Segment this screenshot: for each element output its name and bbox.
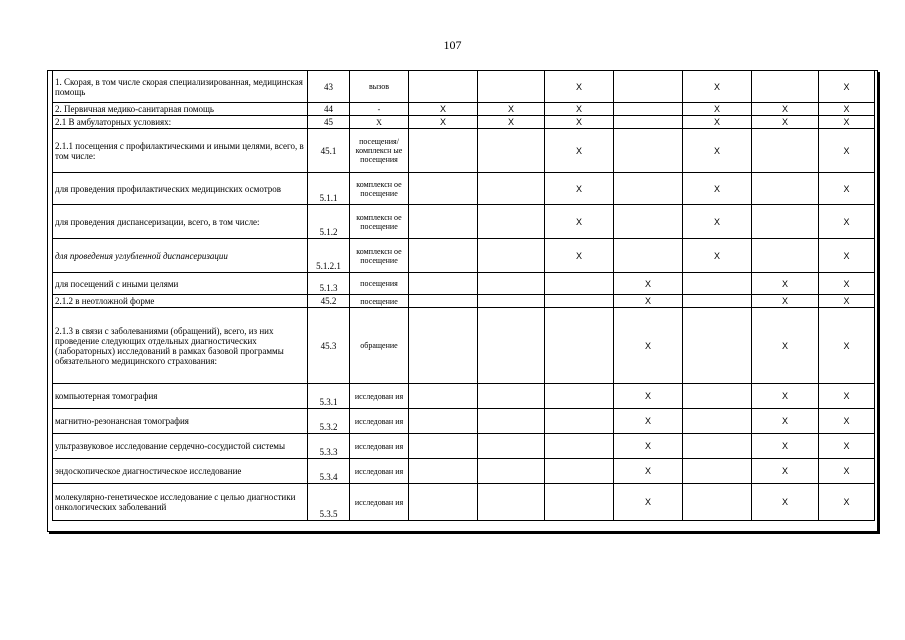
row-unit: вызов <box>350 71 409 103</box>
row-name: эндоскопическое диагностическое исследование <box>53 459 308 484</box>
value-cell: X <box>683 205 752 239</box>
value-cell <box>478 459 545 484</box>
row-name: 2.1.2 в неотложной форме <box>53 295 308 308</box>
value-cell: X <box>819 273 875 295</box>
value-cell: X <box>409 103 478 116</box>
row-number: 43 <box>308 71 350 103</box>
row-number: 45.1 <box>308 129 350 173</box>
row-name: для проведения диспансеризации, всего, в том числе: <box>53 205 308 239</box>
row-number: 5.3.1 <box>308 384 350 409</box>
value-cell <box>683 384 752 409</box>
row-unit: посещения <box>350 273 409 295</box>
row-number: 5.1.1 <box>308 173 350 205</box>
value-cell <box>409 459 478 484</box>
value-cell <box>752 239 819 273</box>
value-cell: X <box>752 308 819 384</box>
value-cell: X <box>683 116 752 129</box>
value-cell: X <box>409 116 478 129</box>
table-row <box>53 239 875 273</box>
value-cell <box>409 409 478 434</box>
row-unit: комплексн ое посещение <box>350 205 409 239</box>
row-number: 45.2 <box>308 295 350 308</box>
row-number: 44 <box>308 103 350 116</box>
value-cell <box>409 71 478 103</box>
value-cell: X <box>819 308 875 384</box>
value-cell: X <box>614 384 683 409</box>
row-number: 5.1.2.1 <box>308 239 350 273</box>
row-name: 2. Первичная медико-санитарная помощь <box>53 103 308 116</box>
value-cell: X <box>752 459 819 484</box>
value-cell: X <box>545 103 614 116</box>
value-cell <box>409 239 478 273</box>
value-cell: X <box>819 409 875 434</box>
row-name: магнитно-резонансная томография <box>53 409 308 434</box>
value-cell <box>683 295 752 308</box>
value-cell <box>409 205 478 239</box>
table-row <box>53 459 875 484</box>
page-number: 107 <box>443 38 462 52</box>
row-unit: исследован ия <box>350 434 409 459</box>
row-name: 1. Скорая, в том числе скорая специализированная, медицинская помощь <box>53 71 308 103</box>
value-cell: X <box>478 116 545 129</box>
value-cell <box>683 434 752 459</box>
value-cell <box>478 308 545 384</box>
table-body <box>53 71 875 521</box>
value-cell: X <box>614 484 683 521</box>
row-number: 5.3.4 <box>308 459 350 484</box>
value-cell <box>478 71 545 103</box>
value-cell: X <box>614 308 683 384</box>
value-cell <box>683 409 752 434</box>
value-cell <box>614 103 683 116</box>
row-name: для проведения углубленной диспансеризации <box>53 239 308 273</box>
row-unit: X <box>350 116 409 129</box>
value-cell: X <box>545 173 614 205</box>
value-cell <box>478 434 545 459</box>
value-cell <box>409 484 478 521</box>
row-unit: посещение <box>350 295 409 308</box>
value-cell: X <box>545 129 614 173</box>
value-cell <box>752 71 819 103</box>
value-cell <box>545 434 614 459</box>
value-cell <box>683 459 752 484</box>
value-cell: X <box>819 103 875 116</box>
value-cell: X <box>819 205 875 239</box>
value-cell: X <box>819 71 875 103</box>
value-cell: X <box>819 484 875 521</box>
value-cell: X <box>752 484 819 521</box>
value-cell: X <box>752 273 819 295</box>
row-name: 2.1.3 в связи с заболеваниями (обращений), всего, из них проведение следующих отдельных диагностических (лабораторных) исследований в рамках базовой программы обязательного медицинского страхования: <box>53 308 308 384</box>
row-name: 2.1 В амбулаторных условиях: <box>53 116 308 129</box>
row-name: молекулярно-генетическое исследование с целью диагностики онкологических заболеваний <box>53 484 308 521</box>
row-unit: исследован ия <box>350 384 409 409</box>
row-unit: комплексн ое посещение <box>350 173 409 205</box>
row-unit: обращение <box>350 308 409 384</box>
value-cell <box>409 295 478 308</box>
value-cell: X <box>819 384 875 409</box>
row-name: для проведения профилактических медицинских осмотров <box>53 173 308 205</box>
value-cell: X <box>614 459 683 484</box>
value-cell: X <box>614 273 683 295</box>
table-row <box>53 295 875 308</box>
value-cell: X <box>819 116 875 129</box>
row-unit: - <box>350 103 409 116</box>
value-cell <box>478 384 545 409</box>
row-unit: исследован ия <box>350 409 409 434</box>
value-cell: X <box>819 434 875 459</box>
value-cell: X <box>819 239 875 273</box>
table-row <box>53 173 875 205</box>
value-cell: X <box>614 434 683 459</box>
table-row <box>53 205 875 239</box>
value-cell: X <box>752 103 819 116</box>
row-unit: исследован ия <box>350 484 409 521</box>
row-name: ультразвуковое исследование сердечно-сосудистой системы <box>53 434 308 459</box>
value-cell <box>409 434 478 459</box>
row-unit: посещения/ комплексн ые посещения <box>350 129 409 173</box>
row-name: для посещений с иными целями <box>53 273 308 295</box>
table-row <box>53 116 875 129</box>
value-cell <box>409 129 478 173</box>
value-cell: X <box>683 71 752 103</box>
value-cell: X <box>545 116 614 129</box>
value-cell: X <box>752 384 819 409</box>
value-cell: X <box>614 409 683 434</box>
report-table <box>52 70 875 521</box>
row-unit: комплексн ое посещение <box>350 239 409 273</box>
value-cell: X <box>614 295 683 308</box>
row-name: компьютерная томография <box>53 384 308 409</box>
table-row <box>53 434 875 459</box>
value-cell: X <box>752 295 819 308</box>
value-cell <box>545 295 614 308</box>
value-cell <box>752 205 819 239</box>
table-row <box>53 129 875 173</box>
value-cell: X <box>545 239 614 273</box>
value-cell <box>614 239 683 273</box>
value-cell <box>545 308 614 384</box>
value-cell <box>683 484 752 521</box>
row-number: 45 <box>308 116 350 129</box>
value-cell: X <box>752 409 819 434</box>
value-cell <box>409 384 478 409</box>
value-cell: X <box>819 129 875 173</box>
row-number: 5.3.3 <box>308 434 350 459</box>
table-row <box>53 273 875 295</box>
value-cell: X <box>752 434 819 459</box>
value-cell <box>752 173 819 205</box>
table-row <box>53 384 875 409</box>
value-cell <box>409 308 478 384</box>
value-cell <box>683 273 752 295</box>
table-row <box>53 71 875 103</box>
value-cell <box>409 173 478 205</box>
table-row <box>53 308 875 384</box>
value-cell <box>614 173 683 205</box>
value-cell <box>545 273 614 295</box>
value-cell <box>409 273 478 295</box>
row-number: 5.1.2 <box>308 205 350 239</box>
table-row <box>53 484 875 521</box>
row-unit: исследован ия <box>350 459 409 484</box>
value-cell <box>478 295 545 308</box>
value-cell <box>545 384 614 409</box>
value-cell <box>478 239 545 273</box>
value-cell: X <box>683 129 752 173</box>
value-cell: X <box>683 173 752 205</box>
value-cell <box>478 129 545 173</box>
value-cell <box>545 409 614 434</box>
value-cell <box>614 205 683 239</box>
value-cell: X <box>545 205 614 239</box>
row-name: 2.1.1 посещения с профилактическими и иными целями, всего, в том числе: <box>53 129 308 173</box>
value-cell: X <box>545 71 614 103</box>
value-cell: X <box>683 103 752 116</box>
value-cell: X <box>478 103 545 116</box>
row-number: 5.3.2 <box>308 409 350 434</box>
value-cell: X <box>819 295 875 308</box>
value-cell <box>545 484 614 521</box>
row-number: 5.1.3 <box>308 273 350 295</box>
table-row <box>53 409 875 434</box>
value-cell: X <box>819 459 875 484</box>
value-cell <box>478 205 545 239</box>
value-cell <box>752 129 819 173</box>
value-cell <box>614 129 683 173</box>
table-row <box>53 103 875 116</box>
value-cell <box>478 173 545 205</box>
value-cell: X <box>683 239 752 273</box>
value-cell: X <box>752 116 819 129</box>
value-cell <box>614 116 683 129</box>
value-cell <box>545 459 614 484</box>
value-cell <box>683 308 752 384</box>
value-cell: X <box>819 173 875 205</box>
value-cell <box>614 71 683 103</box>
value-cell <box>478 273 545 295</box>
value-cell <box>478 409 545 434</box>
value-cell <box>478 484 545 521</box>
row-number: 5.3.5 <box>308 484 350 521</box>
row-number: 45.3 <box>308 308 350 384</box>
